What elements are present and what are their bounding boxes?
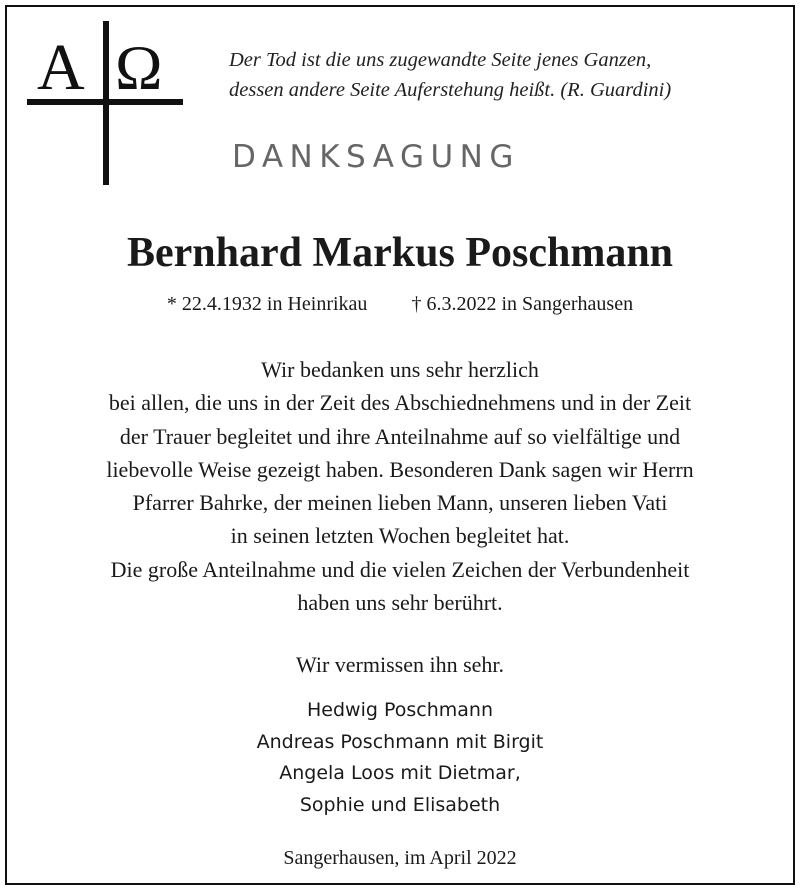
message-line: Die große Anteilnahme und die vielen Zeichen der Verbundenheit bbox=[110, 556, 690, 582]
message-line: liebevolle Weise gezeigt haben. Besonderen Dank sagen wir Herrn bbox=[106, 456, 694, 482]
obituary-card bbox=[5, 5, 795, 885]
guardini-quote bbox=[229, 45, 769, 105]
death-date: † 6.3.2022 in Sangerhausen bbox=[411, 293, 634, 315]
message-line: der Trauer begleitet und ihre Anteilnahme auf so vielfältige und bbox=[119, 423, 681, 449]
life-dates bbox=[7, 293, 793, 316]
quote-line: dessen andere Seite Auferstehung heißt. (R. Guardini) bbox=[229, 79, 672, 101]
message-line: haben uns sehr berührt. bbox=[297, 590, 503, 616]
message-line: Pfarrer Bahrke, der meinen lieben Mann, unseren lieben Vati bbox=[132, 490, 668, 516]
alpha-omega-cross-icon bbox=[27, 21, 183, 185]
alpha-glyph: A bbox=[37, 31, 85, 104]
signer: Angela Loos mit Dietmar, bbox=[279, 762, 521, 784]
signer: Hedwig Poschmann bbox=[307, 699, 493, 721]
birth-date: * 22.4.1932 in Heinrikau bbox=[166, 293, 368, 315]
message-line: bei allen, die uns in der Zeit des Abschiednehmens und in der Zeit bbox=[108, 390, 692, 416]
heading-danksagung: DANKSAGUNG bbox=[232, 139, 520, 175]
signer: Sophie und Elisabeth bbox=[299, 793, 501, 816]
message-line: in seinen letzten Wochen begleitet hat. bbox=[230, 523, 570, 549]
message-line: Wir bedanken uns sehr herzlich bbox=[261, 357, 539, 382]
quote-line: Der Tod ist die uns zugewandte Seite jenes Ganzen, bbox=[229, 49, 652, 71]
place-and-date: Sangerhausen, im April 2022 bbox=[283, 847, 517, 869]
thank-you-message bbox=[7, 353, 793, 619]
signers-list bbox=[7, 695, 793, 821]
omega-glyph: Ω bbox=[115, 32, 163, 103]
signer: Andreas Poschmann mit Birgit bbox=[256, 730, 544, 753]
deceased-name: Bernhard Markus Poschmann bbox=[126, 230, 674, 276]
closing-line: Wir vermissen ihn sehr. bbox=[295, 652, 505, 677]
